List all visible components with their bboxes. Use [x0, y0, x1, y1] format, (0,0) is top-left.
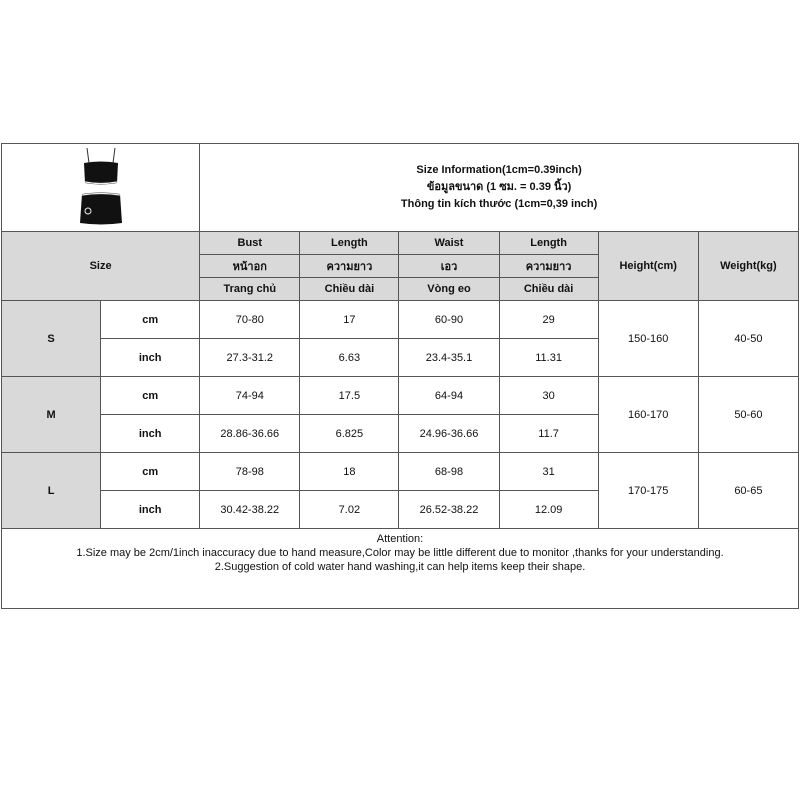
unit-cell: cm [101, 453, 200, 491]
col-bust-en: Bust [200, 232, 300, 255]
size-header: Size [2, 232, 200, 301]
info-line-english: Size Information(1cm=0.39inch) [416, 164, 582, 176]
value-cell: 7.02 [300, 491, 399, 529]
size-l-cm-row [2, 453, 799, 491]
info-line-thai: ข้อมูลขนาด (1 ซม. = 0.39 นิ้ว) [426, 181, 572, 193]
height-header: Height(cm) [598, 232, 698, 301]
weight-cell: 60-65 [698, 453, 798, 529]
attention-cell [2, 529, 799, 609]
unit-cell: inch [101, 339, 200, 377]
value-cell: 70-80 [200, 301, 300, 339]
value-cell: 30 [499, 377, 598, 415]
value-cell: 17.5 [300, 377, 399, 415]
value-cell: 31 [499, 453, 598, 491]
value-cell: 74-94 [200, 377, 300, 415]
col-waist-th: เอว [399, 255, 499, 278]
unit-cell: cm [101, 301, 200, 339]
col-length-th: ความยาว [300, 255, 399, 278]
col-waist-en: Waist [399, 232, 499, 255]
size-m-label: M [2, 377, 101, 453]
value-cell: 78-98 [200, 453, 300, 491]
height-cell: 160-170 [598, 377, 698, 453]
attention-line-1: 1.Size may be 2cm/1inch inaccuracy due to hand measure,Color may be little different due to monitor ,thanks for your understanding. [76, 547, 724, 559]
value-cell: 64-94 [399, 377, 499, 415]
product-photo [70, 145, 132, 227]
attention-line-2: 2.Suggestion of cold water hand washing,it can help items keep their shape. [214, 561, 586, 573]
value-cell: 11.7 [499, 415, 598, 453]
product-photo-cell [2, 144, 200, 232]
value-cell: 28.86-36.66 [200, 415, 300, 453]
unit-cell: inch [101, 491, 200, 529]
value-cell: 18 [300, 453, 399, 491]
col-waist-vi: Vòng eo [399, 278, 499, 301]
col-length2-th: ความยาว [499, 255, 598, 278]
weight-header: Weight(kg) [698, 232, 798, 301]
size-l-label: L [2, 453, 101, 529]
value-cell: 27.3-31.2 [200, 339, 300, 377]
value-cell: 30.42-38.22 [200, 491, 300, 529]
size-chart-table [1, 143, 799, 609]
col-length-vi: Chiều dài [300, 278, 399, 301]
value-cell: 6.825 [300, 415, 399, 453]
value-cell: 24.96-36.66 [399, 415, 499, 453]
value-cell: 26.52-38.22 [399, 491, 499, 529]
value-cell: 60-90 [399, 301, 499, 339]
value-cell: 11.31 [499, 339, 598, 377]
info-line-vietnamese: Thông tin kích thước (1cm=0,39 inch) [400, 198, 598, 210]
col-bust-th: หน้าอก [200, 255, 300, 278]
value-cell: 29 [499, 301, 598, 339]
height-cell: 170-175 [598, 453, 698, 529]
col-bust-vi: Trang chủ [200, 278, 300, 301]
value-cell: 17 [300, 301, 399, 339]
col-length-en: Length [300, 232, 399, 255]
size-m-cm-row [2, 377, 799, 415]
size-s-cm-row [2, 301, 799, 339]
unit-cell: cm [101, 377, 200, 415]
value-cell: 23.4-35.1 [399, 339, 499, 377]
height-cell: 150-160 [598, 301, 698, 377]
unit-cell: inch [101, 415, 200, 453]
value-cell: 68-98 [399, 453, 499, 491]
weight-cell: 40-50 [698, 301, 798, 377]
attention-title: Attention: [376, 533, 424, 545]
size-s-label: S [2, 301, 101, 377]
value-cell: 12.09 [499, 491, 598, 529]
weight-cell: 50-60 [698, 377, 798, 453]
size-information-cell [200, 144, 799, 232]
col-length2-en: Length [499, 232, 598, 255]
col-length2-vi: Chiều dài [499, 278, 598, 301]
value-cell: 6.63 [300, 339, 399, 377]
